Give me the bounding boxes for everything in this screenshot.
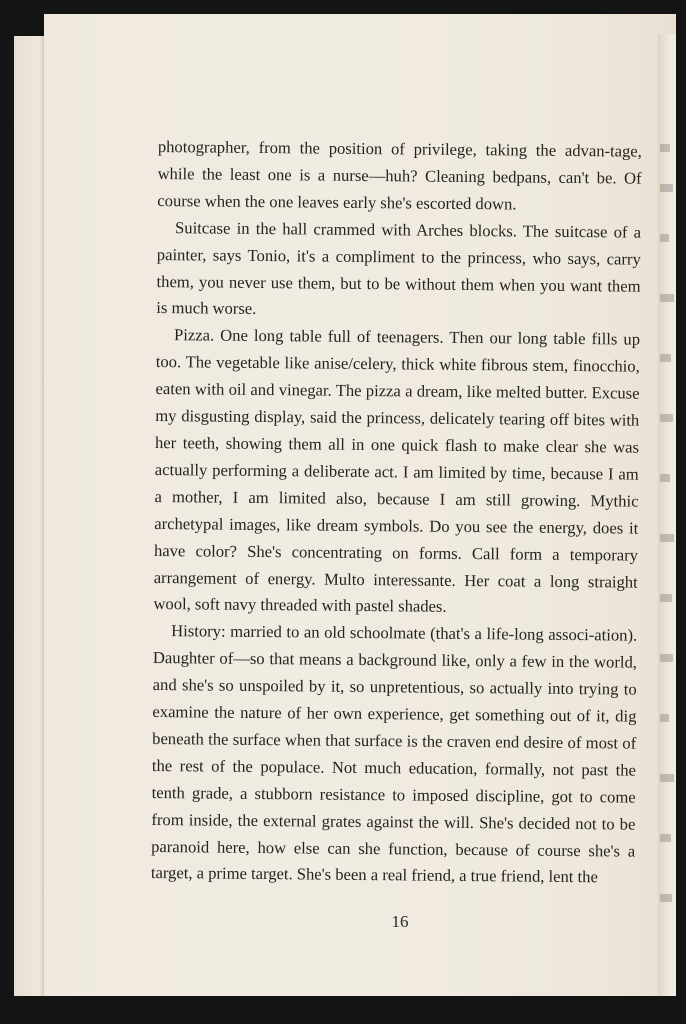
paragraph: History: married to an old schoolmate (that's a life-long associ-ation). Daughter of—so that means a background like, only a few in the world, and she's so unspoiled by it, so unpretentious, so actually into trying to examine the nature of her own experience, get something out of it, dig beneath the surface when that surface is the craven end desire of most of the rest of the populace. Not much education, formally, not past the tenth grade, a stubborn resistance to imposed discipline, got to come from inside, the external grates against the will. She's decided not to be paranoid here, how else can she function, because of course she's a target, a prime target. She's been a real friend, a true friend, lent the [150,621,638,887]
background-bottom [0,996,686,1024]
paragraph: Pizza. One long table full of teenagers. Then our long table fills up too. The vegetable like anise/celery, thick white fibrous stem, finocchio, eaten with oil and vinegar. The pizza a dream, like melted butter. Excuse my disgusting display, said the princess, delicately tearing off bites with her teeth, showing them all in one quick flash to make clear she was actually performing a deliberate act. I am limited by time, because I am a mother, I am limited also, because I am still growing. Mythic archetypal images, like dream symbols. Do you see the energy, does it have color? She's concentrating on forms. Call form a temporary arrangement of energy. Multo interessante. Her coat a long straight wool, soft navy threaded with pastel shades. [153,325,641,617]
facing-page-edge [658,34,676,1018]
paragraph: photographer, from the position of privilege, taking the advan-tage, while the least one is a nurse—huh? Cleaning bedpans, can't be. Of course when the one leaves early she's escorted down. [157,136,642,214]
body-text [151,134,642,892]
paragraph: Suitcase in the hall crammed with Arches blocks. The suitcase of a painter, says Tonio, it's a compliment to the princess, who says, carry them, you never use them, but to be without them when you want them is much worse. [156,217,642,319]
page-number: 16 [391,912,409,931]
